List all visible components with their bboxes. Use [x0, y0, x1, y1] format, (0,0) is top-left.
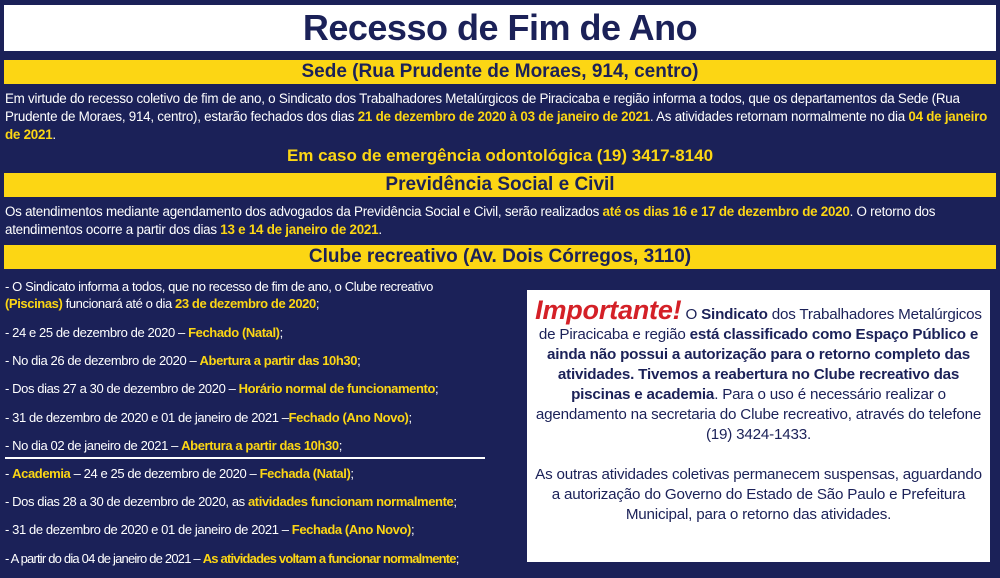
previdencia-text-2: . O retorno dos atendimentos ocorre a partir dos dias — [5, 204, 936, 237]
previdencia-highlight-1: até os dias 16 e 17 de dezembro de 2020 — [602, 204, 850, 219]
sede-text-2: . As atividades retornam normalmente no dia — [649, 109, 909, 124]
list-item-text: – 24 e 25 de dezembro de 2020 – — [70, 466, 260, 481]
list-item-highlight: Fechado (Natal) — [188, 325, 280, 340]
list-item-end: ; — [408, 410, 412, 425]
list-item-text: - A partir do dia 04 de janeiro de 2021 – — [5, 551, 203, 566]
sede-text — [5, 90, 995, 144]
previdencia-header: Previdência Social e Civil — [4, 173, 996, 197]
list-item — [5, 493, 505, 510]
previdencia-text — [5, 203, 995, 239]
list-item-text: - Dos dias 27 a 30 de dezembro de 2020 – — [5, 381, 239, 396]
importante-box — [527, 290, 990, 562]
list-item — [5, 437, 505, 454]
list-item-end: ; — [357, 353, 361, 368]
academia-label: Academia — [12, 466, 71, 481]
list-item-highlight: Abertura a partir das 10h30 — [181, 438, 339, 453]
clube-intro — [5, 278, 515, 312]
list-item — [5, 409, 505, 426]
list-item-highlight: Horário normal de funcionamento — [238, 381, 435, 396]
list-item-end: ; — [453, 494, 457, 509]
list-item-text: - Dos dias 28 a 30 de dezembro de 2020, as — [5, 494, 248, 509]
importante-bold-2: está classificado como Espaço Público e ainda não possui a autorização para o retorno completo das atividades. Tivemos a reabertura no Clube recreativo das piscinas e academia — [546, 326, 979, 403]
list-item-end: ; — [350, 466, 354, 481]
list-item-highlight: Abertura a partir das 10h30 — [199, 353, 358, 368]
list-item-highlight: atividades funcionam normalmente — [247, 494, 454, 509]
list-item-end: ; — [455, 551, 459, 566]
list-item — [5, 380, 505, 397]
previdencia-text-1: Os atendimentos mediante agendamento dos advogados da Previdência Social e Civil, serão realizados — [5, 204, 603, 219]
list-item — [5, 352, 505, 369]
list-item-end: ; — [279, 325, 283, 340]
previdencia-text-3: . — [378, 222, 382, 237]
importante-heading: Importante! — [535, 295, 682, 325]
emergency-line: Em caso de emergência odontológica (19) 3417-8140 — [286, 146, 714, 165]
clube-intro-2: funcionará até o dia — [62, 296, 176, 311]
list-item-text: - 31 de dezembro de 2020 e 01 de janeiro de 2021 – — [5, 410, 289, 425]
clube-intro-3: ; — [315, 296, 320, 311]
list-item-highlight: Fechada (Natal) — [259, 466, 351, 481]
importante-bold-1: Sindicato — [701, 306, 768, 323]
clube-intro-highlight-2: 23 de dezembro de 2020 — [175, 296, 316, 311]
list-item-highlight: As atividades voltam a funcionar normalmente — [202, 551, 456, 566]
sede-text-1: Em virtude do recesso coletivo de fim de ano, o Sindicato dos Trabalhadores Metalúrgicos de Piracicaba e região informa a todos, que os departamentos da Sede (Rua Prudente de Moraes, 914, centro), estarão fechados dos dias — [5, 91, 960, 124]
clube-intro-1: - O Sindicato informa a todos, que no recesso de fim de ano, o Clube recreativo — [5, 279, 433, 294]
importante-text-2: dos Trabalhadores Metalúrgicos de Piracicaba e região — [538, 306, 982, 343]
list-item — [5, 550, 505, 567]
list-item — [5, 465, 505, 482]
clube-header: Clube recreativo (Av. Dois Córregos, 3110) — [4, 245, 996, 269]
list-item-highlight: Fechado (Ano Novo) — [288, 410, 409, 425]
sede-header: Sede (Rua Prudente de Moraes, 914, centro) — [4, 60, 996, 84]
list-item-text: - — [5, 466, 13, 481]
importante-text-3: . Para o uso é necessário realizar o agendamento na secretaria do Clube recreativo, através do telefone (19) 3424-1433. — [535, 386, 982, 443]
importante-text — [535, 295, 982, 525]
importante-text-1: O — [681, 306, 702, 323]
list-item — [5, 324, 505, 341]
sede-highlight-2: 04 de janeiro de 2021 — [5, 109, 987, 142]
list-item-text: - 31 de dezembro de 2020 e 01 de janeiro de 2021 – — [5, 522, 292, 537]
page-title: Recesso de Fim de Ano — [4, 5, 996, 51]
list-item-text: - No dia 26 de dezembro de 2020 – — [5, 353, 200, 368]
list-item-text: - 24 e 25 de dezembro de 2020 – — [5, 325, 189, 340]
list-item-highlight: Fechada (Ano Novo) — [291, 522, 411, 537]
section-divider — [5, 457, 485, 459]
list-item — [5, 521, 505, 538]
sede-text-3: . — [52, 127, 56, 142]
importante-paragraph-2: As outras atividades coletivas permanecem suspensas, aguardando a autorização do Governo do Estado de São Paulo e Prefeitura Municipal, para o retorno das atividades. — [535, 466, 982, 523]
sede-highlight-1: 21 de dezembro de 2020 à 03 de janeiro de 2021 — [357, 109, 650, 124]
list-item-text: - No dia 02 de janeiro de 2021 – — [5, 438, 182, 453]
list-item-end: ; — [435, 381, 439, 396]
clube-intro-highlight-1: (Piscinas) — [5, 296, 63, 311]
list-item-end: ; — [410, 522, 415, 537]
list-item-end: ; — [338, 438, 342, 453]
previdencia-highlight-2: 13 e 14 de janeiro de 2021 — [220, 222, 379, 237]
